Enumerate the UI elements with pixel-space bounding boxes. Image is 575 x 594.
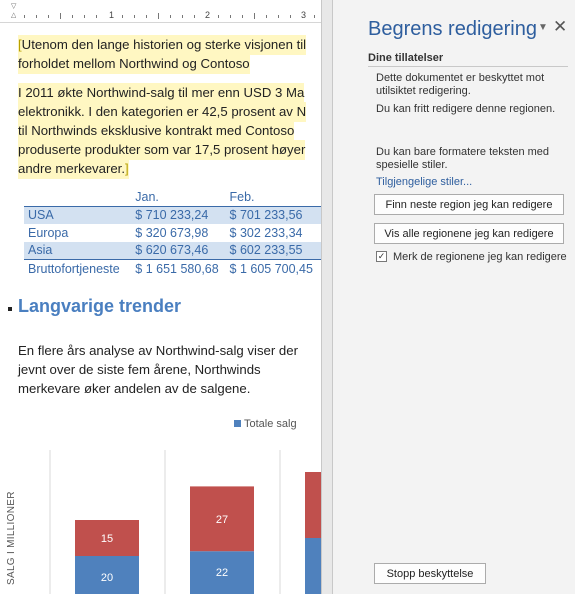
editable-paragraph-line[interactable]: elektronikk. I den kategorien er 42,5 prosent av N <box>18 102 306 122</box>
ruler-track <box>16 6 321 19</box>
ruler-number: 2 <box>205 10 211 20</box>
pane-title: Begrens redigering <box>368 18 537 40</box>
chart-bar-partial <box>305 538 321 594</box>
table-row[interactable] <box>24 224 321 242</box>
table-cell[interactable]: $ 701 233,56 <box>226 206 321 224</box>
region-info-text: Du kan fritt redigere denne regionen. <box>376 103 556 115</box>
table-cell[interactable]: Asia <box>24 242 131 260</box>
protection-info-text: Dette dokumentet er beskyttet mot utilsiktet redigering. <box>376 72 545 97</box>
table-cell[interactable]: $ 1 651 580,68 <box>131 260 225 278</box>
table-cell[interactable]: $ 620 673,46 <box>131 242 225 260</box>
sales-table[interactable] <box>24 188 321 278</box>
ruler-number: 3 <box>301 10 307 20</box>
table-cell[interactable]: $ 710 233,24 <box>131 206 225 224</box>
divider <box>368 66 568 67</box>
chart-bar-partial <box>305 472 321 538</box>
paragraph-line[interactable]: merkevare øker andelen av de salgene. <box>18 381 251 396</box>
table-row[interactable] <box>24 260 321 278</box>
stacked-bar-chart[interactable] <box>0 410 321 594</box>
section-heading[interactable]: Langvarige trender <box>18 296 182 316</box>
region-start-bracket: [ <box>18 37 22 52</box>
table-cell[interactable]: $ 320 673,98 <box>135 225 209 240</box>
first-line-indent-marker[interactable]: ▽ <box>11 3 17 10</box>
format-info-text: Du kan bare formatere teksten med spesielle stiler. <box>376 146 550 171</box>
table-cell[interactable]: $ 302 233,34 <box>229 225 303 240</box>
chart-data-label: 22 <box>215 567 229 580</box>
table-cell[interactable]: $ 602 233,55 <box>226 242 321 260</box>
permissions-heading: Dine tillatelser <box>368 52 444 64</box>
region-end-bracket: ] <box>125 161 129 176</box>
paragraph-line[interactable]: jevnt over de siste fem årene, Northwinds <box>18 362 261 377</box>
editable-paragraph-line[interactable]: til Northwinds eksklusive kontrakt med Contoso <box>18 121 294 141</box>
close-icon[interactable]: ✕ <box>553 17 568 36</box>
stop-protection-button[interactable]: Stopp beskyttelse <box>374 563 486 584</box>
table-header-cell: Jan. <box>131 188 225 206</box>
editable-paragraph-line[interactable]: produserte produkter som var 17,5 prosent høyer <box>18 140 305 160</box>
pane-options-dropdown-icon[interactable]: ▼ <box>538 22 548 33</box>
chart-data-label: 20 <box>100 572 114 584</box>
table-cell[interactable]: Bruttofortjeneste <box>24 260 131 278</box>
pane-splitter[interactable] <box>321 0 333 594</box>
editable-paragraph-line[interactable]: [Utenom den lange historien og sterke visjonen til <box>18 35 306 55</box>
table-row[interactable] <box>24 242 321 260</box>
hanging-indent-marker[interactable]: △ <box>11 12 17 19</box>
table-cell[interactable]: USA <box>24 206 131 224</box>
available-styles-link[interactable]: Tilgjengelige stiler... <box>376 176 473 188</box>
highlight-regions-checkbox[interactable]: ✓ <box>377 251 386 261</box>
chart-y-axis-label: SALG I MILLIONER <box>6 491 17 585</box>
table-cell[interactable]: Europa <box>28 225 69 240</box>
legend-label: Totale salg <box>244 418 297 430</box>
find-next-region-button[interactable]: Finn neste region jeg kan redigere <box>374 194 564 215</box>
table-header-cell: Feb. <box>226 188 321 206</box>
table-row[interactable] <box>24 206 321 224</box>
paragraph-line[interactable]: En flere års analyse av Northwind-salg viser der <box>18 343 298 358</box>
restrict-editing-pane <box>333 0 575 594</box>
editable-paragraph-line[interactable]: I 2011 økte Northwind-salg til mer enn USD 3 Ma <box>18 83 304 103</box>
table-header-row <box>24 188 321 206</box>
table-header-cell <box>24 188 131 206</box>
chart-data-label: 27 <box>215 513 229 526</box>
paragraph-mark-bullet <box>8 307 12 311</box>
editable-paragraph-line[interactable]: forholdet mellom Northwind og Contoso <box>18 54 250 74</box>
highlight-regions-label[interactable]: Merk de regionene jeg kan redigere <box>393 251 567 263</box>
chart-data-label: 15 <box>100 533 114 545</box>
ruler[interactable] <box>0 0 321 23</box>
table-cell[interactable]: $ 1 605 700,45 <box>226 260 321 278</box>
editable-paragraph-line[interactable]: andre merkevarer.] <box>18 159 129 179</box>
ruler-number: 1 <box>109 10 115 20</box>
show-all-regions-button[interactable]: Vis alle regionene jeg kan redigere <box>374 223 564 244</box>
